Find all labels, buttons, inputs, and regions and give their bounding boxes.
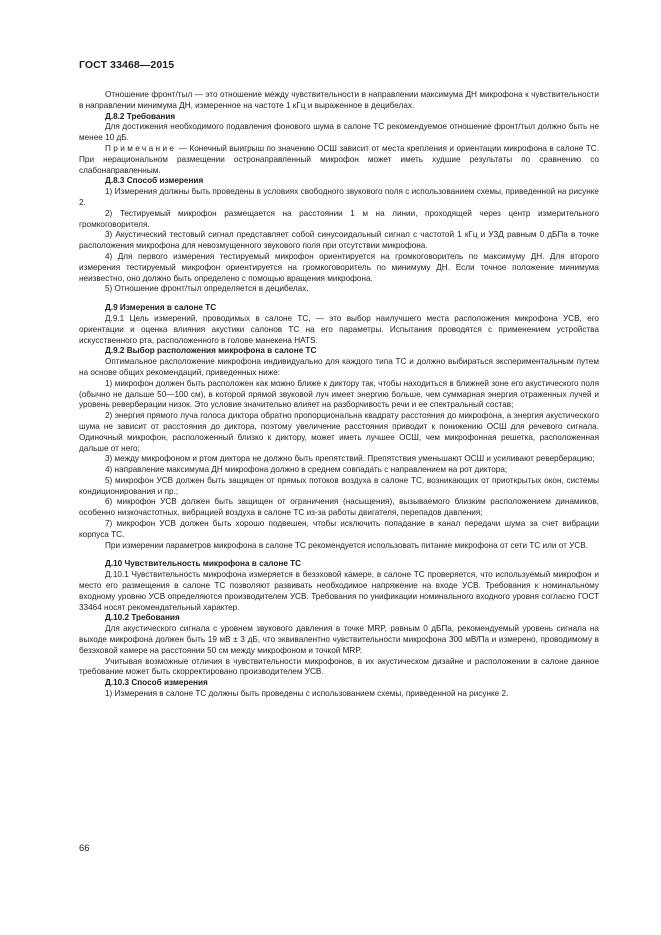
document-body — [79, 90, 599, 700]
paragraph-d9-1: Д.9.1 Цель измерений, проводимых в салоне ТС, — это выбор наилучшего места расположения микрофона УСВ, его ориентации и оценка влияния акустики салонов ТС на его параметры. Испытания проводятся с применением устройства искусственного рта, расположенного в голове манекена HATS. — [79, 313, 599, 345]
section-heading-d10: Д.10 Чувствительность микрофона в салоне ТС — [105, 559, 302, 569]
section-heading-d10-3: Д.10.3 Способ измерения — [105, 678, 208, 688]
note-text: — Конечный выигрыш по значению ОСШ зависит от места крепления и ориентации микрофона в салоне ТС. При нерациональном размещении остронаправленный микрофон может иметь худшие результаты по сравнению со слабонаправленным. — [79, 143, 599, 175]
list-item: 1) микрофон должен быть расположен как можно ближе к диктору так, чтобы находиться в ближней зоне его акустического поля (обычно не дальше 50—100 см), в которой прямой звуковой луч имеет энергию больше, чем суммарная энергия отраженных лучей и уровень реверберации низок. Это условие значительно влияет на разборчивость речи и ее спектральный состав; — [79, 378, 599, 410]
section-heading-d9: Д.9 Измерения в салоне ТС — [105, 303, 217, 313]
section-heading-d10-2: Д.10.2 Требования — [105, 613, 180, 623]
paragraph-requirements: Для достижения необходимого подавления фонового шума в салоне ТС рекомендуемое отношение фронт/тыл должно быть не менее 10 дБ. — [79, 122, 599, 143]
list-item: 6) микрофон УСВ должен быть защищен от ограничения (насыщения), вызываемого близким расположением динамиков, особенно низкочастотных, вибрацией воздуха в салоне ТС из-за работы двигателя, перепадов давления; — [79, 497, 599, 518]
paragraph-d10-1: Д.10.1 Чувствительность микрофона измеряется в безэховой камере, в салоне ТС проверяется, что используемый микрофон и место его размещения в салоне ТС позволяют развивать необходимое напряжение на входе УСВ. Требования к номинальному входному уровню УСВ определяются производителем УСВ. Требования по унификации номинального входного уровня согласно ГОСТ 33464 носят рекомендательный характер. — [79, 570, 599, 612]
list-item: 4) Для первого измерения тестируемый микрофон ориентируется на громкоговоритель по максимуму ДН. Для второго измерения тестируемый микрофон ориентируется на громкоговоритель по минимуму ДН. Если точное положение минимума неизвестно, оно должно быть определено с помощью вращения микрофона. — [79, 251, 599, 283]
paragraph-d9-2-intro: Оптимальное расположение микрофона индивидуально для каждого типа ТС и должно выбираться экспериментальным путем на основе общих рекомендаций, приведенных ниже: — [79, 357, 599, 377]
note-label: Примечание — [105, 143, 177, 153]
list-item: 3) между микрофоном и ртом диктора не должно быть препятствий. Препятствия уменьшают ОСШ и усиливают реверберацию; — [105, 454, 595, 464]
list-item: 4) направление максимума ДН микрофона должно в среднем совпадать с направлением на рот диктора; — [105, 465, 508, 475]
paragraph-d10-2-variation: Учитывая возможные отличия в чувствительности микрофонов, в их акустическом дизайне и расположении в салоне данное требование может быть скорректировано производителем УСВ. — [79, 656, 599, 677]
paragraph-d10-2-level: Для акустического сигнала с уровнем звукового давления в точке MRP, равным 0 дБПа, рекомендуемый уровень сигнала на выходе микрофона должен быть 19 мВ ± 3 дБ, что эквивалентно чувствительности микрофона 300 мВ/Па и измерено, проводимому в безэховой камере на расстоянии 50 см между микрофоном и точкой MRP. — [79, 624, 599, 655]
paragraph-d9-2-power: При измерении параметров микрофона в салоне ТС рекомендуется использовать питание микрофона от сети ТС или от УСВ. — [105, 540, 588, 550]
page-number: 66 — [79, 843, 90, 854]
paragraph-front-back-definition: Отношение фронт/тыл — это отношение между чувствительности в направлении максимума ДН микрофона к чувствительности в направлении минимума ДН, измеренное на частоте 1 кГц и выраженное в децибелах. — [79, 90, 599, 110]
list-item: 7) микрофон УСВ должен быть хорошо подвешен, чтобы исключить попадание в канал передачи шума за счет вибрации корпуса ТС. — [79, 519, 599, 539]
list-item: 5) микрофон УСВ должен быть защищен от прямых потоков воздуха в салоне ТС, возникающих от приоткрытых окон, системы кондиционирования и пр.; — [79, 475, 599, 496]
list-item: 3) Акустический тестовый сигнал представляет собой синусоидальный сигнал с частотой 1 кГц и УЗД равным 0 дБПа в точке расположения микрофона для невозмущенного звукового поля при отсутствии микрофона. — [79, 230, 599, 251]
list-item: 1) Измерения должны быть проведены в условиях свободного звукового поля с использованием схемы, приведенной на рисунке 2. — [79, 187, 599, 207]
note-paragraph — [79, 144, 599, 176]
list-item: 1) Измерения в салоне ТС должны быть проведены с использованием схемы, приведенной на рисунке 2. — [105, 689, 509, 699]
section-heading-d9-2: Д.9.2 Выбор расположения микрофона в салоне ТС — [105, 346, 317, 356]
list-item: 2) энергия прямого луча голоса диктора обратно пропорциональна квадрату расстояния до микрофона, а энергия акустического шума не зависит от расстояния до диктора, поэтому увеличение расстояния приводит к понижению ОСШ для речевого сигнала. Одиночный микрофон, расположенный близко к диктору, может иметь лучшее ОСШ, чем микрофонная решетка, расположенная дальше от него; — [79, 411, 599, 453]
list-item: 5) Отношение фронт/тыл определяется в децибелах. — [105, 284, 309, 294]
list-item: 2) Тестируемый микрофон размещается на расстоянии 1 м на линии, проходящей через центр измерительного громкоговорителя. — [79, 208, 599, 229]
section-heading-d8-3: Д.8.3 Способ измерения — [105, 176, 204, 186]
document-header: ГОСТ 33468—2015 — [79, 59, 175, 71]
section-heading-d8-2: Д.8.2 Требования — [105, 111, 176, 121]
